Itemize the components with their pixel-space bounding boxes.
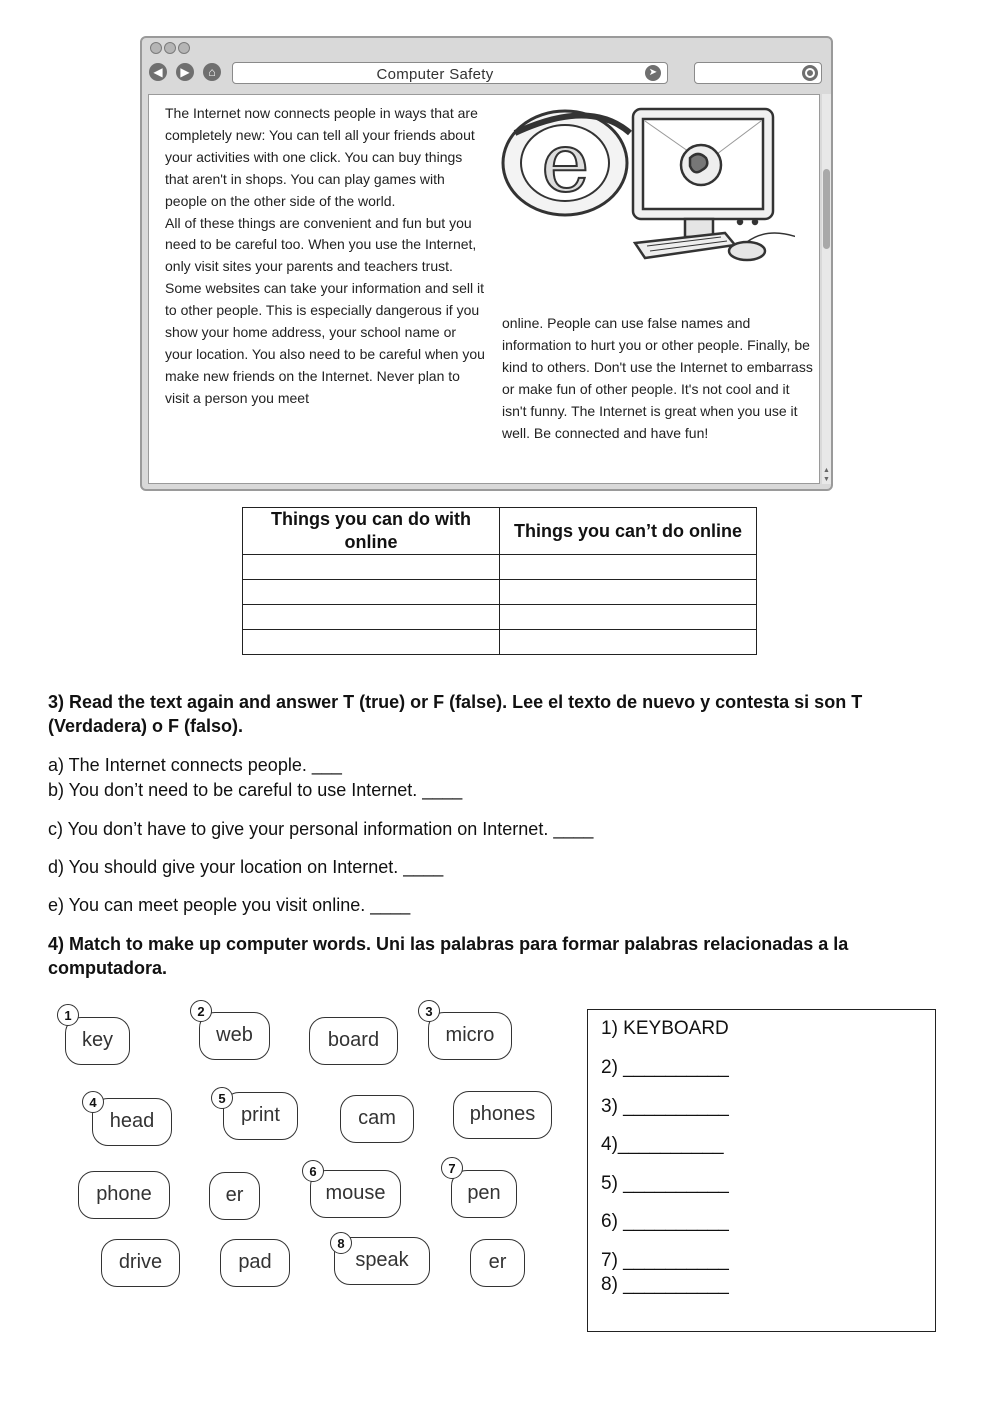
computer-monitor-icon: [633, 109, 795, 260]
home-icon: ⌂: [203, 63, 221, 81]
table-cell[interactable]: [243, 580, 500, 605]
table-row: [243, 580, 757, 605]
table-cell[interactable]: [500, 555, 757, 580]
answer-line[interactable]: 5) __________: [601, 1173, 729, 1194]
word-bubble[interactable]: web: [199, 1012, 270, 1060]
address-bar: [232, 62, 668, 84]
article-paragraph-2: All of these things are convenient and fun but you need to be careful too. When you use the Internet, only visit sites your parents and teachers trust. Some websites can take your information and sell it to other people. This is especially dangerous if you show your home address, your school name or your location. You also need to be careful when you make new friends on the Internet. Never plan to visit a person you meet: [165, 214, 485, 406]
scroll-up-icon: ▲: [823, 467, 830, 474]
tf-question-c: c) You don’t have to give your personal information on Internet. ____: [48, 819, 594, 839]
header-cant-do: Things you can’t do online: [500, 508, 757, 555]
word-bubble[interactable]: phones: [453, 1091, 552, 1139]
word-bubble[interactable]: speak: [334, 1237, 430, 1285]
address-title: Computer Safety: [376, 66, 494, 83]
table-cell[interactable]: [500, 605, 757, 630]
title-bar: [142, 38, 831, 60]
number-badge: 7: [441, 1157, 463, 1179]
number-badge: 3: [418, 1000, 440, 1022]
forward-icon: ▶: [176, 63, 194, 81]
browser-window: [140, 36, 833, 491]
table-header-row: [243, 508, 757, 555]
table-row: [243, 605, 757, 630]
word-bubble[interactable]: er: [209, 1172, 260, 1220]
search-icon: [802, 65, 818, 81]
word-bubble[interactable]: cam: [340, 1095, 414, 1143]
number-badge: 1: [57, 1004, 79, 1026]
close-dot-icon: [150, 42, 162, 54]
answer-line[interactable]: 8) __________: [601, 1274, 729, 1295]
scroll-thumb: [823, 169, 830, 249]
answer-line: 1) KEYBOARD: [601, 1018, 729, 1039]
article-right-column: [502, 313, 814, 444]
answer-line[interactable]: 3) __________: [601, 1096, 729, 1117]
minimize-dot-icon: [164, 42, 176, 54]
answer-box: [587, 1009, 936, 1332]
search-box: [694, 62, 822, 84]
scrollbar: [822, 94, 831, 484]
tf-question-d: d) You should give your location on Internet. ____: [48, 857, 444, 877]
number-badge: 2: [190, 1000, 212, 1022]
table-cell[interactable]: [243, 555, 500, 580]
word-bubble[interactable]: micro: [428, 1012, 512, 1060]
number-badge: 6: [302, 1160, 324, 1182]
tf-question-e: e) You can meet people you visit online. ____: [48, 895, 411, 915]
scroll-down-icon: ▼: [823, 476, 830, 483]
table-cell[interactable]: [500, 580, 757, 605]
number-badge: 4: [82, 1091, 104, 1113]
word-bubble[interactable]: phone: [78, 1171, 170, 1219]
article-paragraph-1: The Internet now connects people in ways that are completely new: You can tell all your friends about your activities with one click. You can buy things that aren't in shops. You can play games with people on the other side of the world.: [165, 105, 478, 209]
word-bubble[interactable]: key: [65, 1017, 130, 1065]
tf-question-b: b) You don’t need to be careful to use Internet. ____: [48, 780, 463, 800]
table-row: [243, 630, 757, 655]
back-icon: ◀: [149, 63, 167, 81]
internet-explorer-logo-icon: [503, 111, 630, 215]
word-bubble[interactable]: head: [92, 1098, 172, 1146]
word-bubble[interactable]: mouse: [310, 1170, 401, 1218]
table-cell[interactable]: [243, 630, 500, 655]
page-content: [148, 94, 820, 484]
word-bubble[interactable]: print: [223, 1092, 298, 1140]
nav-bar: [142, 60, 831, 90]
number-badge: 8: [330, 1232, 352, 1254]
table-cell[interactable]: [243, 605, 500, 630]
word-bubble[interactable]: drive: [101, 1239, 180, 1287]
word-bubble[interactable]: board: [309, 1017, 398, 1065]
section3-title: 3) Read the text again and answer T (true) or F (false). Lee el texto de nuevo y contesta si son T (Verdadera) o F (falso).: [48, 692, 863, 736]
header-can-do: Things you can do with online: [243, 508, 500, 555]
tf-question-a: a) The Internet connects people. ___: [48, 755, 342, 775]
answer-line[interactable]: 4)__________: [601, 1134, 724, 1155]
svg-text:e: e: [541, 116, 590, 211]
go-arrow-icon: ➤: [645, 65, 661, 81]
section4-title: 4) Match to make up computer words. Uni las palabras para formar palabras relacionadas a la computadora.: [48, 934, 849, 978]
article-left-column: [165, 103, 485, 410]
word-bubble[interactable]: er: [470, 1239, 525, 1287]
table-cell[interactable]: [500, 630, 757, 655]
word-bubble[interactable]: pad: [220, 1239, 290, 1287]
word-bubble[interactable]: pen: [451, 1170, 517, 1218]
article-paragraph-3: online. People can use false names and information to hurt you or other people. Finally, be kind to others. Don't use the Internet to embarrass or make fun of other people. It's not cool and it isn't funny. The Internet is great when you use it well. Be connected and have fun!: [502, 315, 813, 441]
number-badge: 5: [211, 1087, 233, 1109]
maximize-dot-icon: [178, 42, 190, 54]
answer-line[interactable]: 2) __________: [601, 1057, 729, 1078]
table-row: [243, 555, 757, 580]
answer-line[interactable]: 7) __________: [601, 1250, 729, 1271]
answer-line[interactable]: 6) __________: [601, 1211, 729, 1232]
computer-illustration: [495, 103, 795, 303]
can-cant-table: [242, 507, 757, 655]
